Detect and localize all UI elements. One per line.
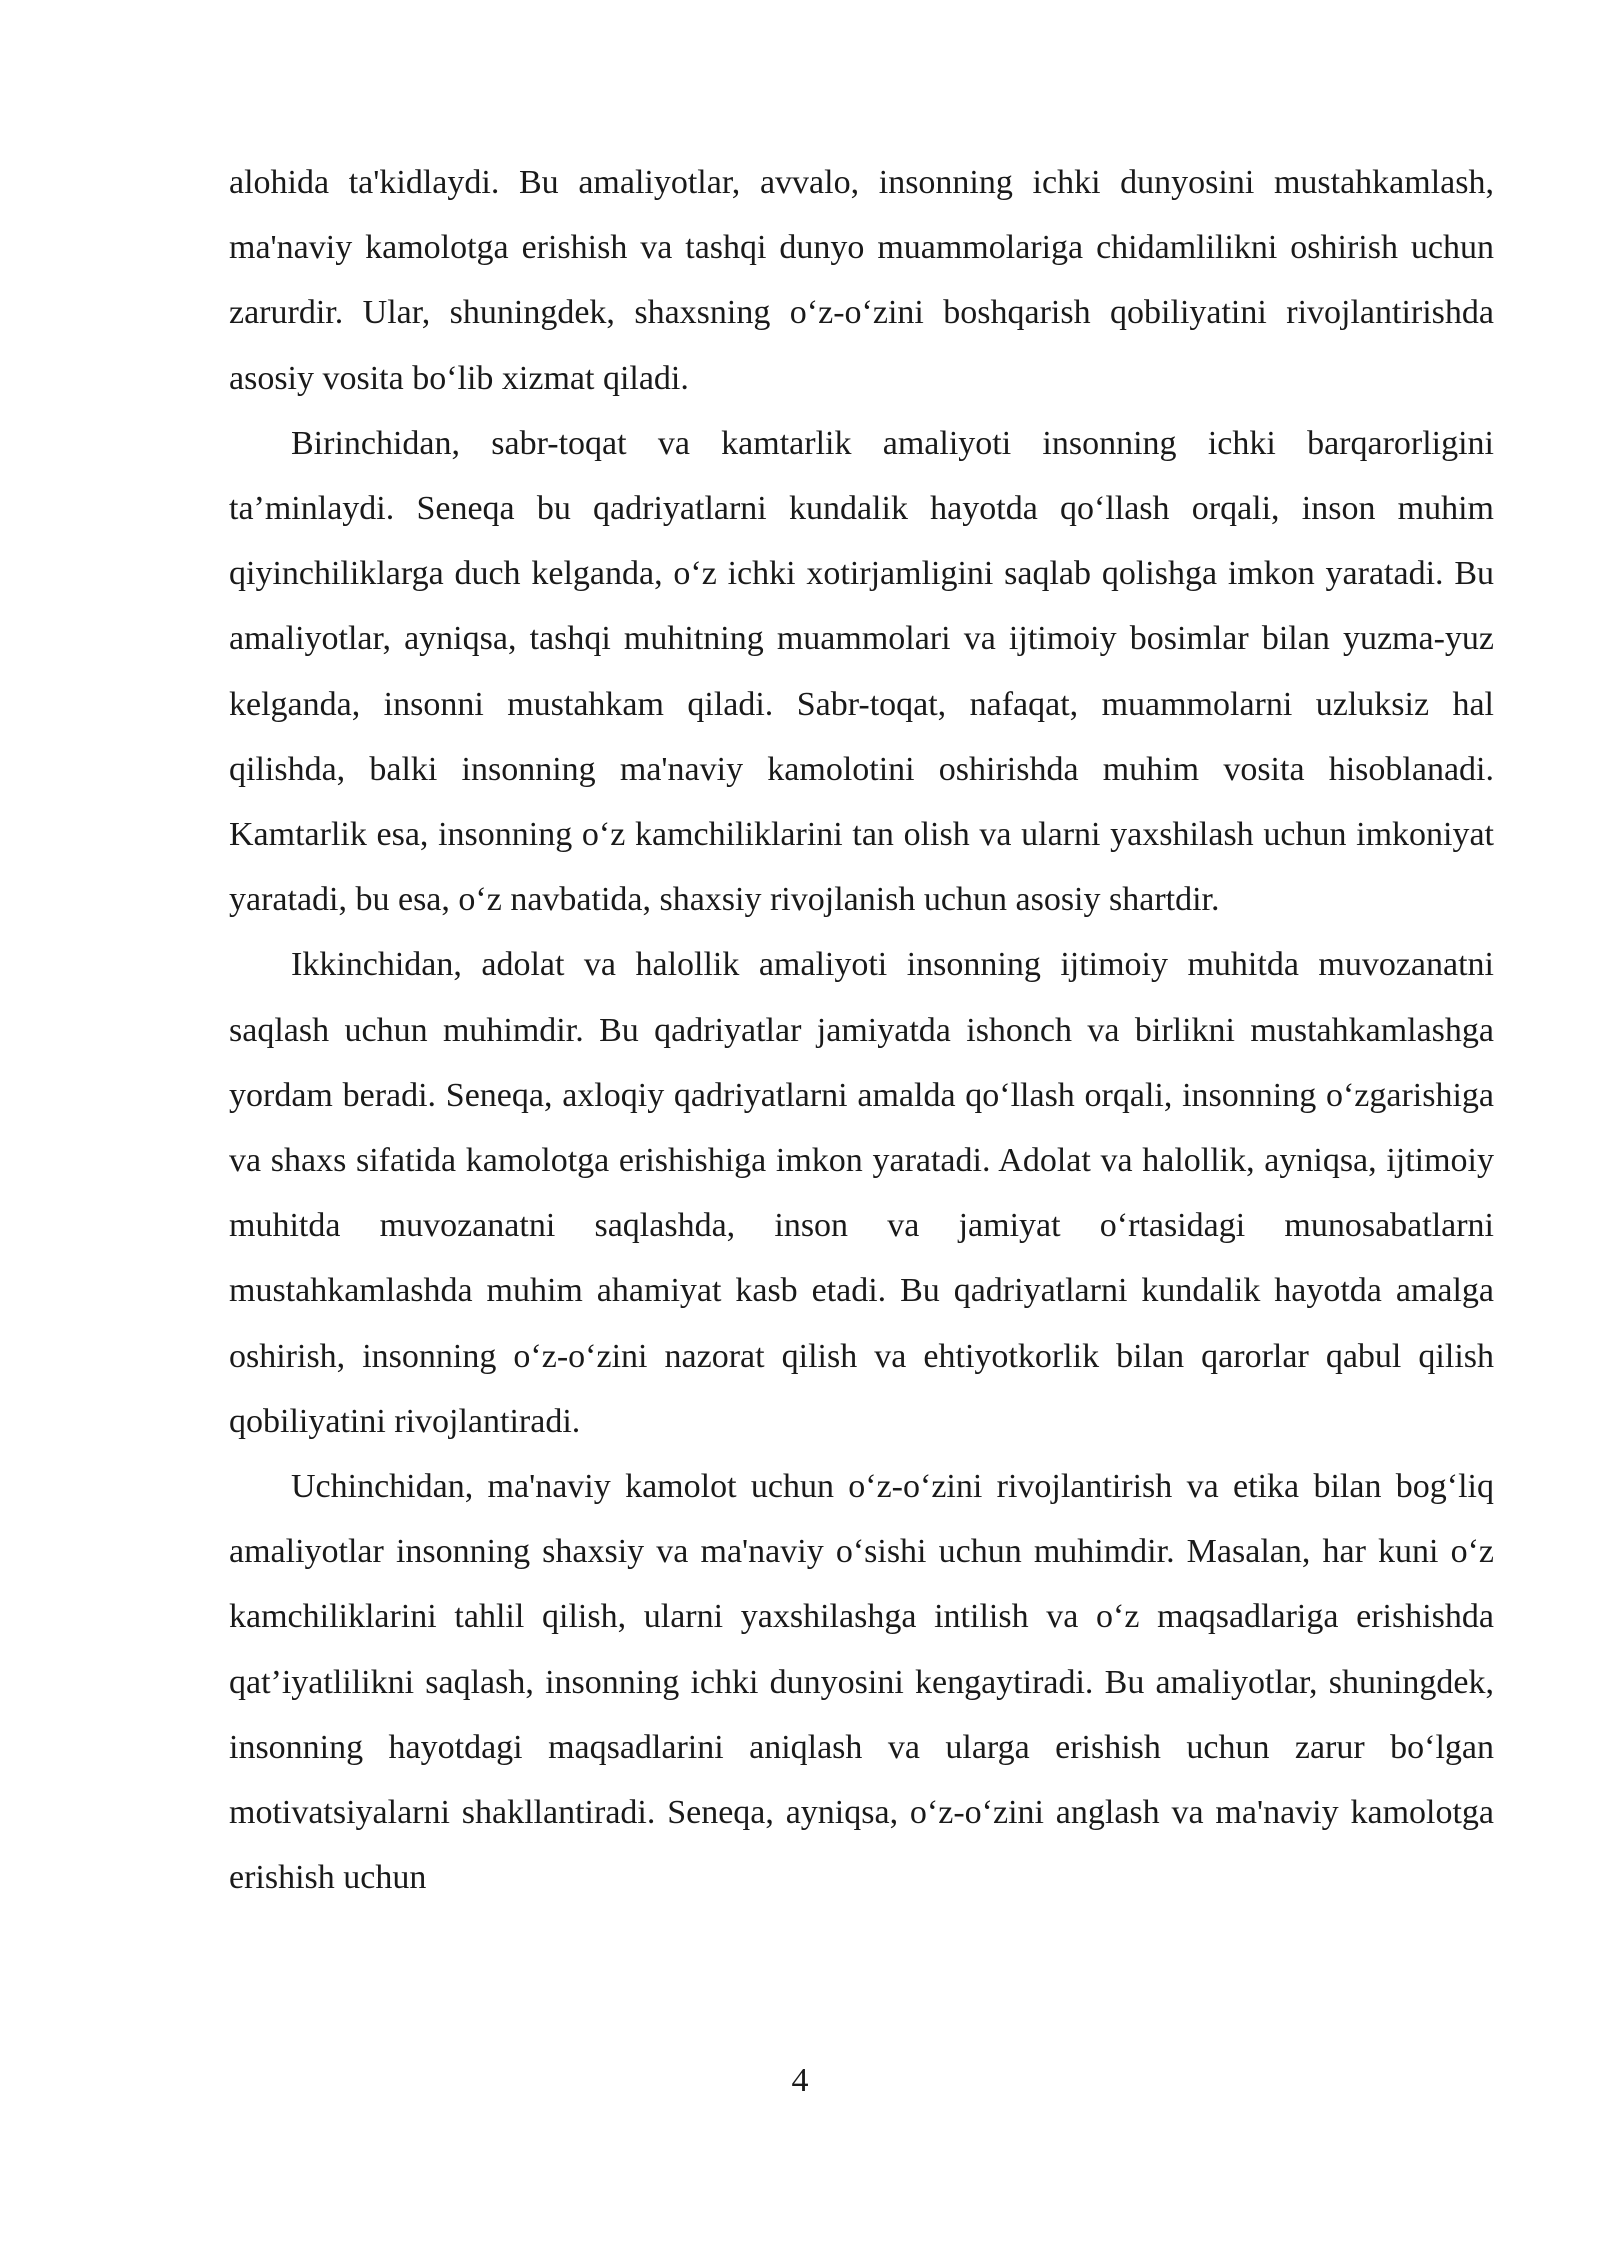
page-number: 4 <box>791 2062 809 2099</box>
paragraph-ikkinchidan: Ikkinchidan, adolat va halollik amaliyoti insonning ijtimoiy muhitda muvozanatni saqlash uchun muhimdir. Bu qadriyatlar jamiyatda ishonch va birlikni mustahkamlashga yordam beradi. Seneqa, axloqiy qadriyatlarni amalda qo‘llash orqali, insonning o‘zgarishiga va shaxs sifatida kamolotga erishishiga imkon yaratadi. Adolat va halollik, ayniqsa, ijtimoiy muhitda muvozanatni saqlashda, inson va jamiyat o‘rtasidagi munosabatlarni mustahkamlashda muhim ahamiyat kasb etadi. Bu qadriyatlarni kundalik hayotda amalga oshirish, insonning o‘z-o‘zini nazorat qilish va ehtiyotkorlik bilan qarorlar qabul qilish qobiliyatini rivojlantiradi. <box>229 946 1494 1440</box>
paragraph-uchinchidan: Uchinchidan, ma'naviy kamolot uchun o‘z-o‘zini rivojlantirish va etika bilan bog‘liq amaliyotlar insonning shaxsiy va ma'naviy o‘sishi uchun muhimdir. Masalan, har kuni o‘z kamchiliklarini tahlil qilish, ularni yaxshilashga intilish va o‘z maqsadlariga erishishda qat’iyatlilikni saqlash, insonning ichki dunyosini kengaytiradi. Bu amaliyotlar, shuningdek, insonning hayotdagi maqsadlarini aniqlash va ularga erishish uchun zarur bo‘lgan motivatsiyalarni shakllantiradi. Seneqa, ayniqsa, o‘z-o‘zini anglash va ma'naviy kamolotga erishish uchun <box>229 1468 1494 1897</box>
paragraph-birinchidan: Birinchidan, sabr-toqat va kamtarlik amaliyoti insonning ichki barqarorligini ta’minlaydi. Seneqa bu qadriyatlarni kundalik hayotda qo‘llash orqali, inson muhim qiyinchiliklarga duch kelganda, o‘z ichki xotirjamligini saqlab qolishga imkon yaratadi. Bu amaliyotlar, ayniqsa, tashqi muhitning muammolari va ijtimoiy bosimlar bilan yuzma-yuz kelganda, insonni mustahkam qiladi. Sabr-toqat, nafaqat, muammolarni uzluksiz hal qilishda, balki insonning ma'naviy kamolotini oshirishda muhim vosita hisoblanadi. Kamtarlik esa, insonning o‘z kamchiliklarini tan olish va ularni yaxshilash uchun imkoniyat yaratadi, bu esa, o‘z navbatida, shaxsiy rivojlanish uchun asosiy shartdir. <box>229 424 1494 919</box>
document-body <box>229 150 1494 1910</box>
paragraph-continuation: alohida ta'kidlaydi. Bu amaliyotlar, avvalo, insonning ichki dunyosini mustahkamlash, ma'naviy kamolotga erishish va tashqi dunyo muammolariga chidamlilikni oshirish uchun zarurdir. Ular, shuningdek, shaxsning o‘z-o‘zini boshqarish qobiliyatini rivojlantirishda asosiy vosita bo‘lib xizmat qiladi. <box>229 164 1494 397</box>
